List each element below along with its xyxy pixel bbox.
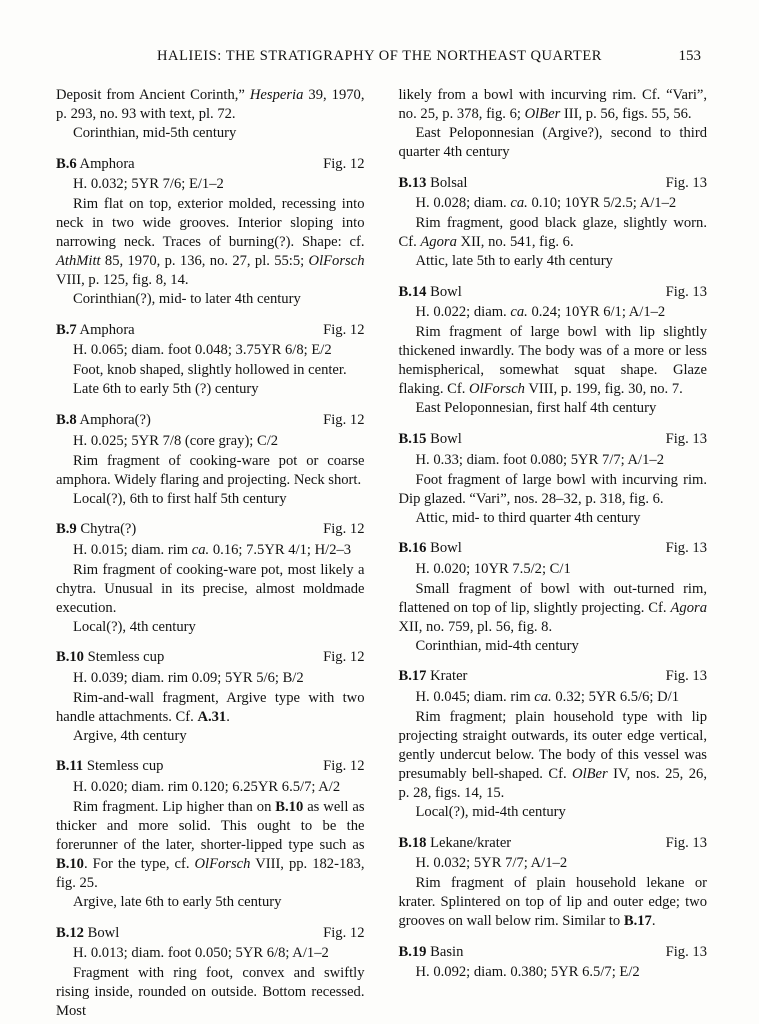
continued-text	[56, 86, 365, 124]
entry-measurements: H. 0.092; diam. 0.380; 5YR 6.5/7; E/2	[415, 964, 640, 981]
entry-id: B.8	[56, 411, 77, 428]
entry-attribution: Late 6th to early 5th (?) century	[73, 381, 259, 398]
entry-description: Rim-and-wall fragment, Argive type with two handle attachments. Cf. A.31.	[56, 689, 365, 725]
right-column	[399, 86, 708, 984]
entry-figure-ref: Fig. 12	[323, 924, 365, 941]
entry-figure-ref: Fig. 13	[665, 834, 707, 851]
entry-figure-ref: Fig. 13	[665, 283, 707, 300]
entry-id: B.7	[56, 321, 77, 338]
catalog-entry-b11	[56, 757, 365, 912]
entry-figure-ref: Fig. 13	[665, 668, 707, 685]
entry-description: Foot, knob shaped, slightly hollowed in center.	[73, 362, 347, 379]
entry-name: Stemless cup	[86, 758, 164, 775]
left-column	[56, 86, 365, 1020]
entry-heading	[56, 520, 365, 539]
entry-name: Amphora	[79, 321, 135, 338]
entry-measurements: H. 0.028; diam. ca. 0.10; 10YR 5/2.5; A/1–2	[415, 195, 677, 212]
ref-athmitt: AthMitt	[56, 253, 101, 270]
ca-abbrev: ca.	[191, 541, 210, 558]
ref-olber: OlBer	[524, 106, 561, 123]
ca-abbrev: ca.	[534, 688, 552, 705]
entry-figure-ref: Fig. 12	[323, 321, 365, 338]
entry-id: B.6	[56, 155, 77, 172]
entry-attribution: Local(?), 6th to first half 5th century	[73, 490, 287, 507]
running-head: HALIEIS: THE STRATIGRAPHY OF THE NORTHEAST QUARTER	[157, 48, 602, 64]
entry-heading	[399, 539, 708, 558]
continued-paragraph-right	[399, 86, 708, 162]
entry-label	[56, 411, 151, 430]
entry-measurements: H. 0.032; 5YR 7/6; E/1–2	[73, 176, 224, 193]
continued-line-2: 39, 1970,	[303, 87, 365, 103]
entry-id: B.15	[398, 431, 427, 447]
entry-measurements: H. 0.020; diam. rim 0.120; 6.25YR 6.5/7; A/2	[73, 779, 341, 795]
entry-id: B.10	[56, 649, 84, 666]
entry-label	[399, 667, 468, 686]
ref-olber: OlBer	[572, 766, 608, 782]
entry-label	[399, 539, 462, 558]
entry-attribution: Argive, 4th century	[73, 727, 187, 744]
entry-attribution: Corinthian, mid-4th century	[415, 637, 579, 654]
entry-label	[56, 924, 119, 943]
entry-measurements: H. 0.045; diam. rim ca. 0.32; 5YR 6.5/6; D/1	[415, 688, 680, 705]
entry-label	[399, 834, 512, 853]
entry-description: Rim fragment, good black glaze, slightly worn. Cf. Agora XII, no. 541, fig. 6.	[398, 215, 707, 251]
entry-heading	[399, 667, 708, 686]
catalog-entry-b18	[399, 834, 708, 932]
entry-figure-ref: Fig. 12	[323, 521, 365, 538]
catalog-entry-b7	[56, 321, 365, 400]
entry-name: Stemless cup	[87, 649, 165, 666]
continued-line-3: p. 293, no. 93 with text, pl. 72.	[56, 106, 236, 123]
entry-heading	[399, 283, 708, 302]
catalog-entry-b8	[56, 411, 365, 509]
entry-heading	[399, 943, 708, 962]
ref-olforsch: OlForsch	[194, 856, 251, 873]
entry-description: Rim flat on top, exterior molded, recessing into neck in two wide grooves. Interior sloping into narrowing neck. Traces of burning(?). Shape: cf. AthMitt 85, 1970, p. 136, no. 27, pl. 55:5; OlForsch VIII, p. 125, fig. 8, 14.	[56, 196, 365, 289]
entry-attribution: Attic, late 5th to early 4th century	[415, 253, 613, 270]
entry-figure-ref: Fig. 12	[323, 758, 365, 775]
entry-description: Rim fragment of large bowl with lip slightly thickened inwardly. The body was of a more or less hemispherical, somewhat squat shape. Glaze flaking. Cf. OlForsch VIII, p. 199, fig. 30, no. 7.	[398, 324, 707, 398]
entry-measurements: H. 0.039; diam. rim 0.09; 5YR 5/6; B/2	[73, 669, 304, 686]
entry-figure-ref: Fig. 12	[323, 649, 365, 666]
entry-id: B.16	[398, 540, 427, 557]
continued-line-1: Deposit from Ancient Corinth,”	[56, 87, 250, 103]
entry-measurements: H. 0.032; 5YR 7/7; A/1–2	[415, 855, 568, 872]
cross-ref-b10-2: B.10	[56, 856, 84, 873]
ref-olforsch: OlForsch	[308, 253, 365, 270]
entry-label	[399, 430, 462, 449]
entry-attribution: Local(?), mid-4th century	[415, 804, 566, 821]
entry-figure-ref: Fig. 13	[665, 540, 707, 557]
entry-label	[56, 321, 135, 340]
entry-name: Bowl	[430, 283, 462, 300]
catalog-entry-b10	[56, 648, 365, 746]
entry-heading	[56, 757, 365, 776]
entry-id: B.11	[56, 758, 84, 775]
catalog-entry-b16	[399, 539, 708, 656]
entry-id: B.9	[56, 521, 77, 538]
entry-heading	[399, 430, 708, 449]
catalog-entry-b6	[56, 155, 365, 310]
entry-attribution: Local(?), 4th century	[73, 618, 196, 635]
entry-heading	[56, 648, 365, 667]
cross-ref-a31: A.31	[197, 708, 227, 725]
entry-attribution: East Peloponnesian, first half 4th century	[415, 400, 657, 417]
entry-heading	[399, 174, 708, 193]
catalog-entry-b9	[56, 520, 365, 637]
entry-name: Krater	[430, 668, 468, 685]
entry-heading	[56, 411, 365, 430]
catalog-entry-b12	[56, 924, 365, 1022]
entry-label	[56, 648, 164, 667]
entry-heading	[399, 834, 708, 853]
ca-abbrev: ca.	[510, 304, 528, 321]
entry-description: Rim fragment. Lip higher than on B.10 as well as thicker and more solid. This ought to be the forerunner of the later, shorter-lipped type such as B.10. For the type, cf. OlForsch VIII, pp. 182-183, fig. 25.	[56, 799, 365, 892]
catalog-entry-b19	[399, 943, 708, 983]
ref-agora: Agora	[670, 599, 707, 616]
entry-description: Foot fragment of large bowl with incurving rim. Dip glazed. “Vari”, nos. 28–32, p. 318, fig. 6.	[398, 471, 707, 507]
entry-name: Amphora(?)	[79, 411, 151, 428]
cross-ref-b17: B.17	[623, 913, 652, 930]
page-number: 153	[678, 48, 701, 64]
entry-label	[399, 174, 468, 193]
entry-label	[56, 520, 136, 539]
entry-measurements: H. 0.013; diam. foot 0.050; 5YR 6/8; A/1–2	[73, 945, 329, 962]
entry-id: B.13	[398, 174, 427, 191]
entry-id: B.12	[56, 924, 84, 941]
entry-figure-ref: Fig. 13	[665, 431, 707, 447]
entry-attribution: Attic, mid- to third quarter 4th century	[415, 509, 641, 526]
entry-id: B.18	[398, 834, 427, 851]
entry-heading	[56, 321, 365, 340]
entry-name: Bolsal	[430, 174, 468, 191]
ref-olforsch: OlForsch	[469, 381, 525, 398]
continued-attribution-right: East Peloponnesian (Argive?), second to third quarter 4th century	[398, 125, 707, 161]
entry-name: Bowl	[430, 540, 462, 557]
entry-figure-ref: Fig. 12	[323, 155, 365, 172]
entry-id: B.14	[398, 283, 427, 300]
entry-measurements: H. 0.022; diam. ca. 0.24; 10YR 6/1; A/1–2	[415, 304, 666, 321]
entry-label	[56, 155, 135, 174]
entry-measurements: H. 0.020; 10YR 7.5/2; C/1	[415, 560, 571, 577]
entry-name: Basin	[430, 943, 464, 960]
catalog-entry-b15	[399, 430, 708, 528]
entry-heading	[56, 924, 365, 943]
entry-description: Small fragment of bowl with out-turned rim, flattened on top of lip, slightly projecting. Cf. Agora XII, no. 759, pl. 56, fig. 8.	[398, 580, 707, 635]
catalog-entry-b13	[399, 174, 708, 272]
entry-figure-ref: Fig. 13	[665, 174, 707, 191]
entry-name: Lekane/krater	[430, 834, 512, 851]
entry-attribution: Argive, late 6th to early 5th century	[73, 894, 282, 911]
entry-figure-ref: Fig. 13	[665, 943, 707, 960]
journal-title-italic: Hesperia	[249, 87, 304, 103]
entry-id: B.17	[398, 668, 427, 685]
entry-attribution: Corinthian(?), mid- to later 4th century	[73, 291, 301, 308]
entry-name: Bowl	[430, 431, 462, 447]
desc-seg: Rim flat on top, exterior molded, recessing into neck in two wide grooves. Interior sloping into narrowing neck. Traces of burning(?). Shape: cf.	[56, 196, 365, 251]
entry-description: Fragment with ring foot, convex and swiftly rising inside, rounded on outside. Bottom recessed. Most	[56, 965, 365, 1020]
cross-ref-b10: B.10	[275, 799, 304, 816]
entry-measurements: H. 0.015; diam. rim ca. 0.16; 7.5YR 4/1; H/2–3	[73, 541, 352, 558]
entry-description: Rim fragment of cooking-ware pot or coarse amphora. Widely flaring and projecting. Neck short.	[56, 452, 365, 488]
entry-figure-ref: Fig. 12	[323, 411, 365, 428]
entry-heading	[56, 155, 365, 174]
ref-agora: Agora	[420, 234, 457, 251]
entry-description: Rim fragment of plain household lekane or krater. Splintered on top of lip and outer edge; two grooves on wall below rim. Similar to B.17.	[398, 875, 707, 930]
entry-description: Rim fragment; plain household type with lip projecting straight outwards, its outer edge vertical, gently undercut below. The body of this vessel was presumably bell-shaped. Cf. OlBer IV, nos. 25, 26, p. 28, figs. 14, 15.	[398, 708, 707, 802]
entry-id: B.19	[398, 943, 427, 960]
entry-description: Rim fragment of cooking-ware pot, most likely a chytra. Unusual in its precise, almost moldmade execution.	[56, 561, 365, 616]
catalog-entry-b14	[399, 283, 708, 419]
entry-measurements: H. 0.025; 5YR 7/8 (core gray); C/2	[73, 432, 279, 449]
continued-text-right: likely from a bowl with incurving rim. Cf. “Vari”, no. 25, p. 378, fig. 6; OlBer III, p. 56, figs. 55, 56.	[398, 87, 707, 123]
entry-label	[399, 283, 462, 302]
catalog-entry-b17	[399, 667, 708, 822]
entry-label	[399, 943, 464, 962]
entry-measurements: H. 0.065; diam. foot 0.048; 3.75YR 6/8; E/2	[73, 342, 332, 359]
entry-measurements: H. 0.33; diam. foot 0.080; 5YR 7/7; A/1–2	[415, 451, 664, 468]
ca-abbrev: ca.	[510, 195, 528, 212]
two-column-body	[56, 86, 707, 1020]
entry-name: Amphora	[79, 155, 135, 172]
page-header	[58, 48, 701, 65]
entry-label	[56, 757, 163, 776]
continued-paragraph	[56, 86, 365, 143]
entry-name: Bowl	[87, 924, 120, 941]
continued-attribution: Corinthian, mid-5th century	[73, 125, 237, 142]
entry-name: Chytra(?)	[80, 521, 137, 538]
